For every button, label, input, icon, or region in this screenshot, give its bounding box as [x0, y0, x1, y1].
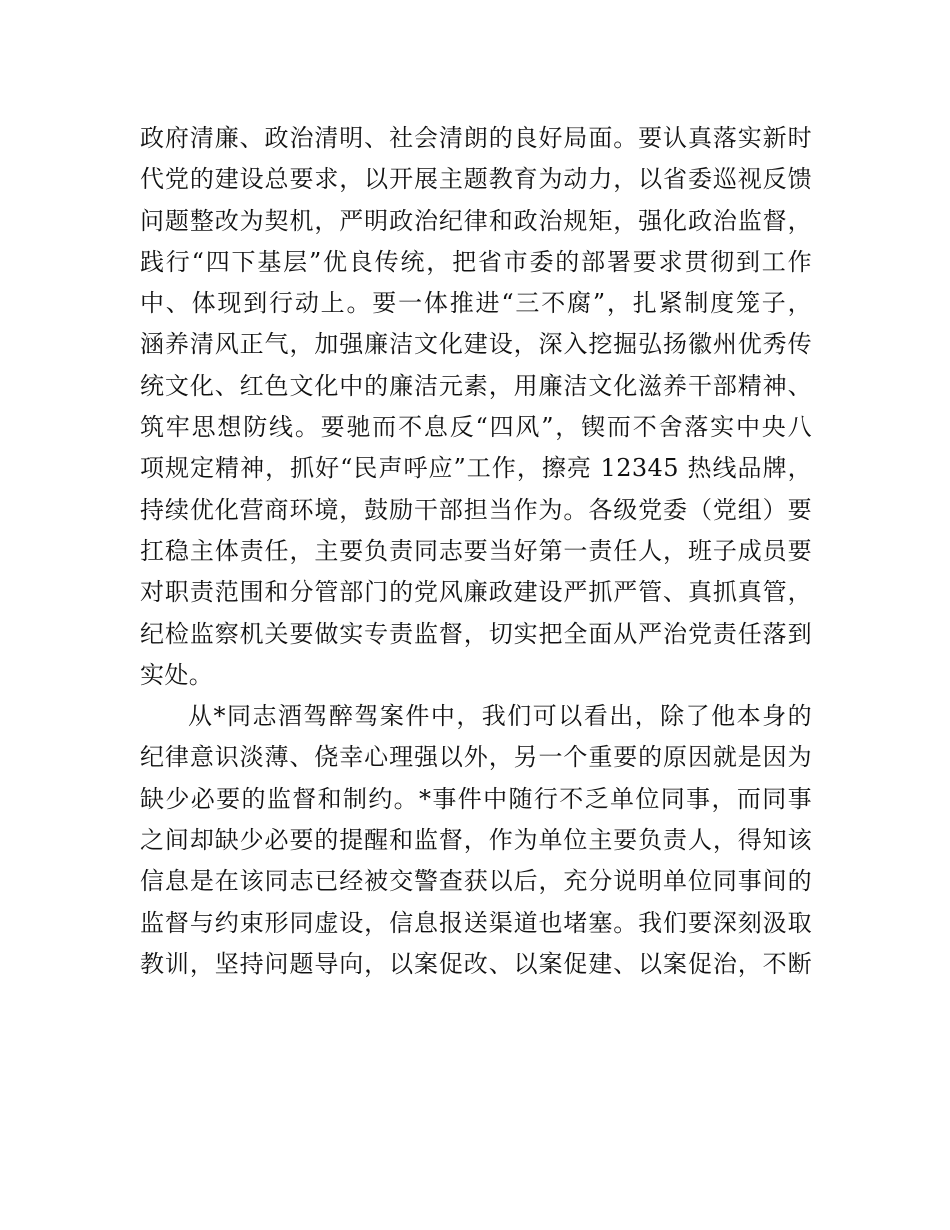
paragraph-line: 缺少必要的监督和制约。*事件中随行不乏单位同事，而同事 [140, 784, 812, 813]
paragraph-line: 政府清廉、政治清明、社会清朗的良好局面。要认真落实新时 [140, 124, 812, 152]
paragraph-line: 践行“四下基层”优良传统，把省市委的部署要求贯彻到工作 [140, 247, 812, 276]
paragraph-line: 代党的建设总要求，以开展主题教育为动力，以省委巡视反馈 [140, 165, 812, 194]
paragraph-line: 中、体现到行动上。要一体推进“三不腐”，扎紧制度笼子， [140, 289, 812, 318]
paragraph-1 [140, 118, 812, 696]
paragraph-line: 统文化、红色文化中的廉洁元素，用廉洁文化滋养干部精神、 [140, 371, 812, 400]
paragraph-line: 实处。 [140, 660, 214, 689]
paragraph-line: 纪律意识淡薄、侥幸心理强以外，另一个重要的原因就是因为 [140, 743, 812, 772]
paragraph-line: 涵养清风正气，加强廉洁文化建设，深入挖掘弘扬徽州优秀传 [140, 330, 812, 359]
paragraph-line: 持续优化营商环境，鼓励干部担当作为。各级党委（党组）要 [140, 495, 812, 524]
paragraph-line: 从*同志酒驾醉驾案件中，我们可以看出，除了他本身的 [188, 702, 812, 731]
paragraph-line: 问题整改为契机，严明政治纪律和政治规矩，强化政治监督， [140, 206, 812, 235]
paragraph-line: 教训，坚持问题导向，以案促改、以案促建、以案促治，不断 [140, 949, 812, 978]
paragraph-line: 之间却缺少必要的提醒和监督，作为单位主要负责人，得知该 [140, 826, 812, 855]
document-body [140, 118, 812, 985]
paragraph-line: 纪检监察机关要做实专责监督，切实把全面从严治党责任落到 [140, 619, 812, 648]
paragraph-line: 扛稳主体责任，主要负责同志要当好第一责任人，班子成员要 [140, 536, 812, 565]
paragraph-line: 监督与约束形同虚设，信息报送渠道也堵塞。我们要深刻汲取 [140, 908, 812, 937]
paragraph-line: 筑牢思想防线。要驰而不息反“四风”，锲而不舍落实中央八 [140, 413, 812, 442]
paragraph-line: 信息是在该同志已经被交警查获以后，充分说明单位同事间的 [140, 867, 812, 896]
paragraph-line: 对职责范围和分管部门的党风廉政建设严抓严管、真抓真管， [140, 578, 812, 607]
paragraph-2 [140, 696, 812, 985]
paragraph-line: 项规定精神，抓好“民声呼应”工作，擦亮 12345 热线品牌， [140, 454, 812, 483]
